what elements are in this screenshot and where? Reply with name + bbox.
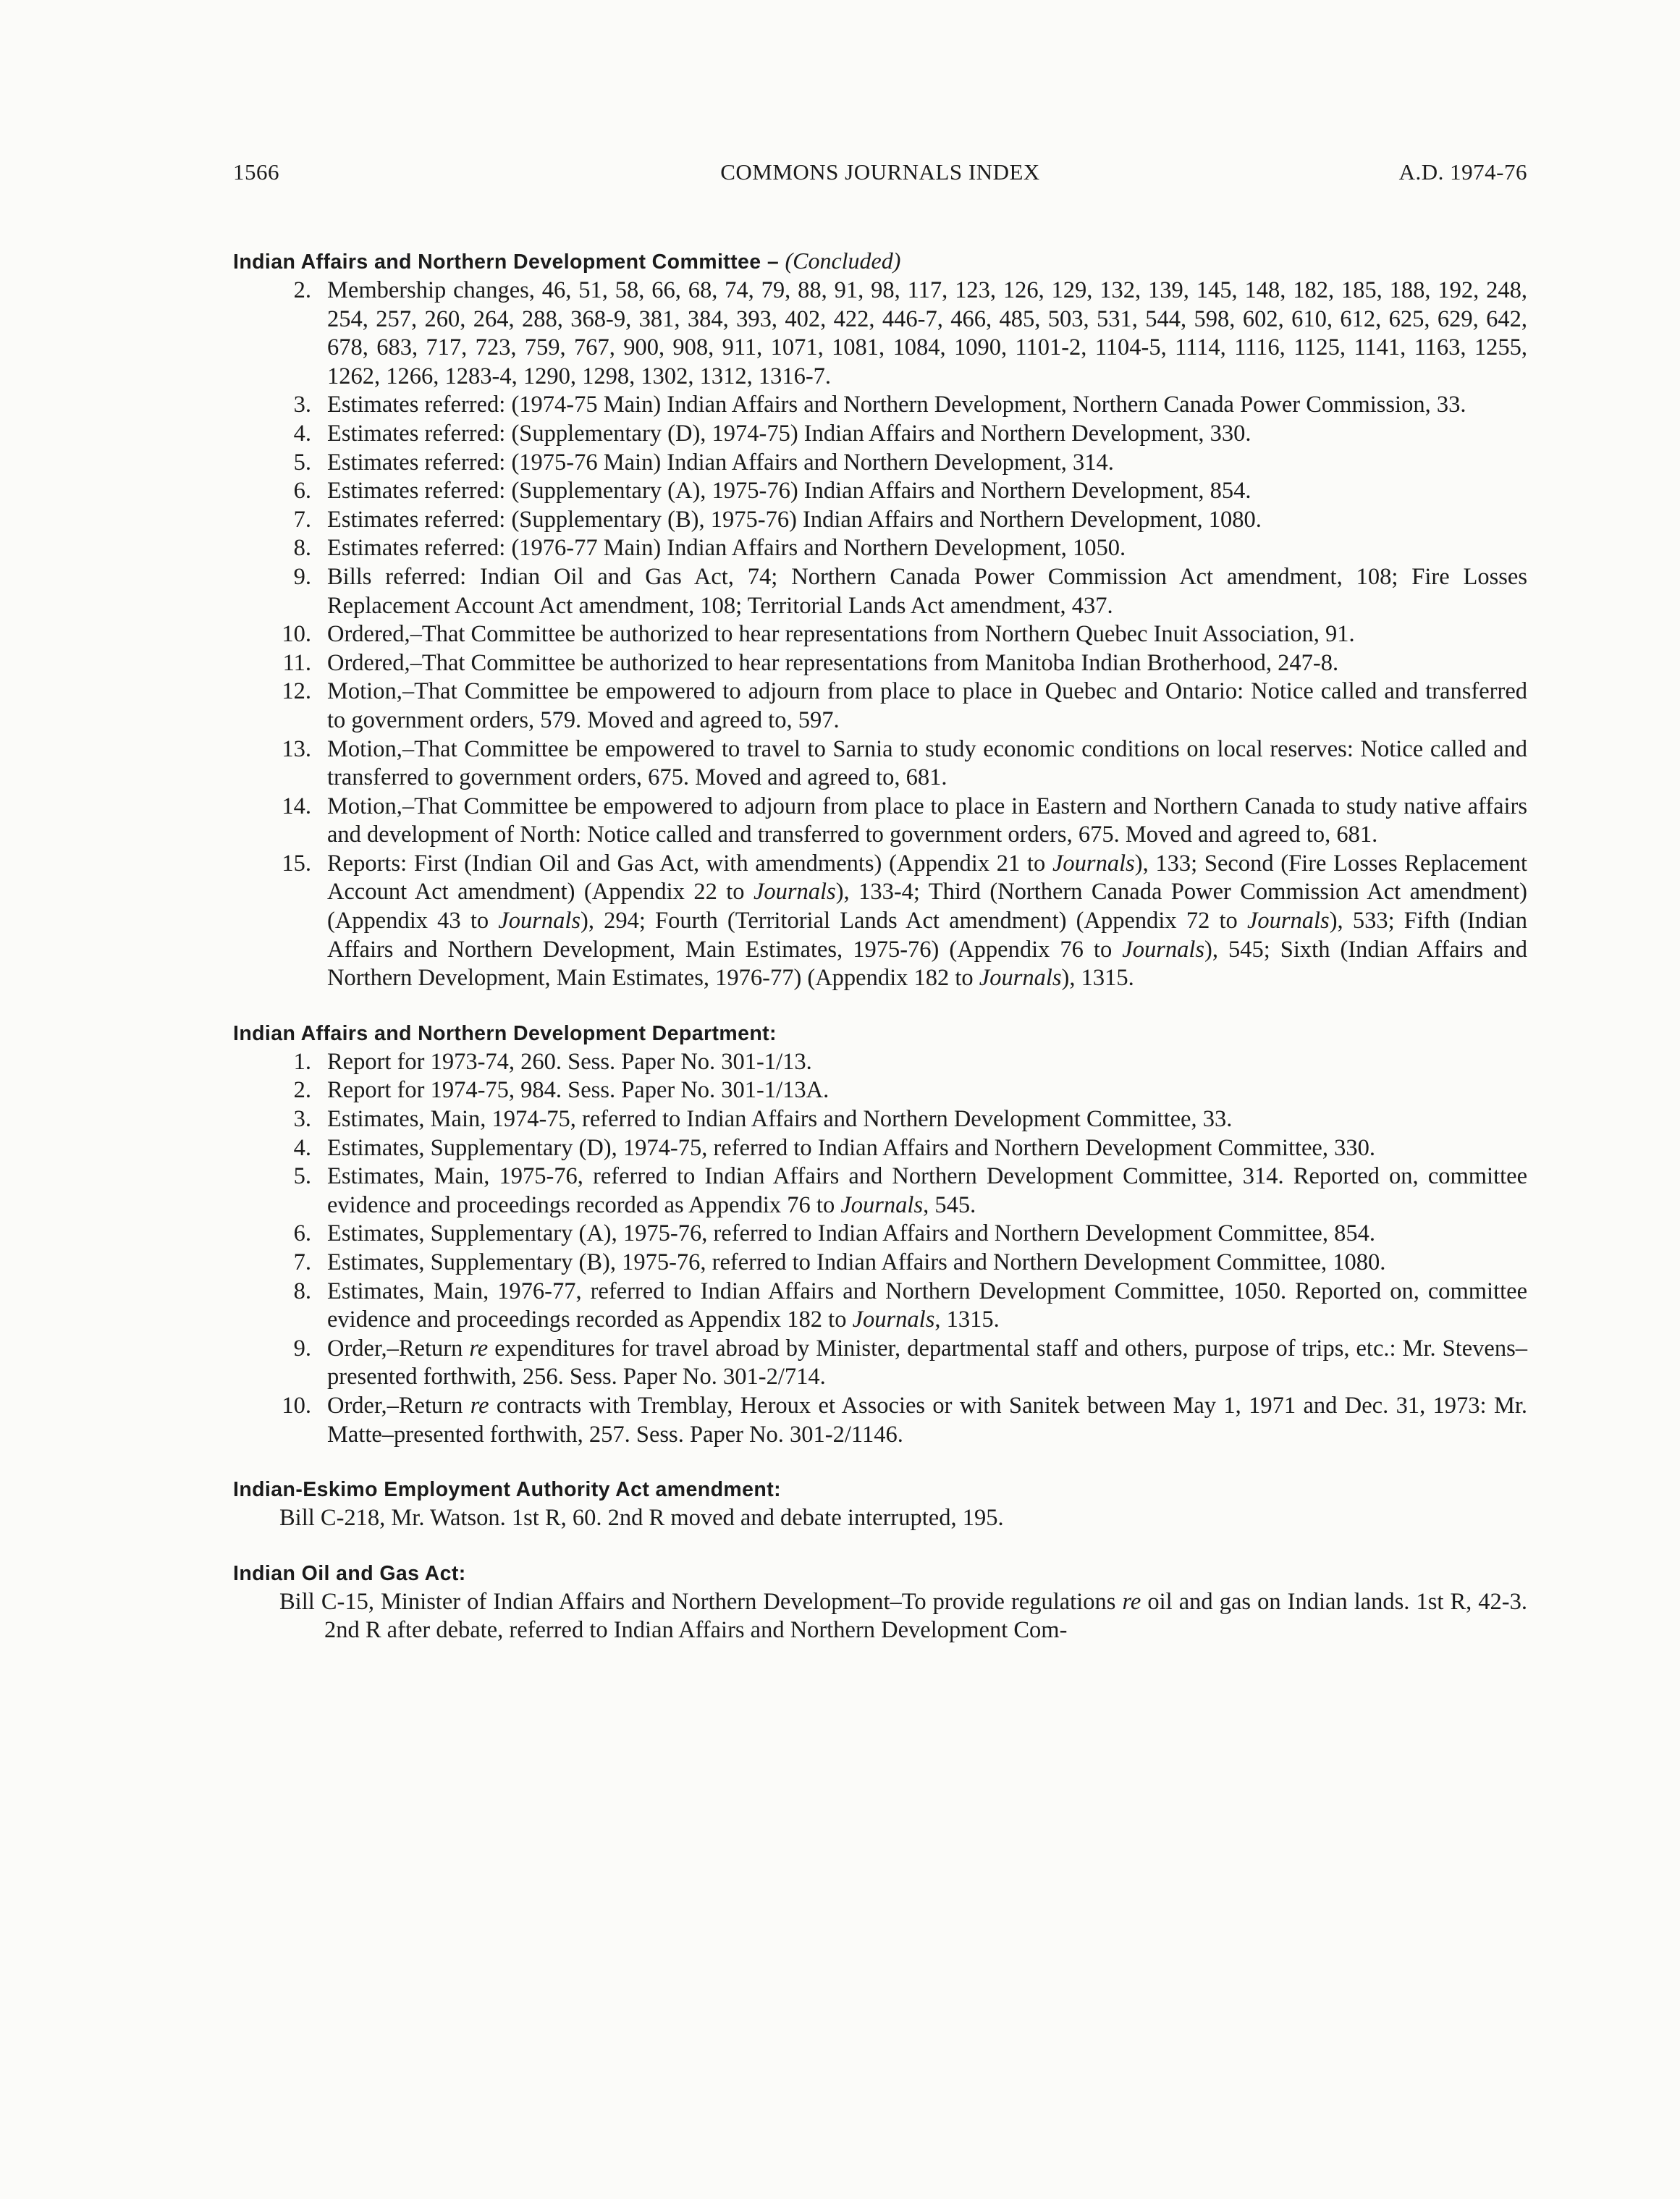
entry-text: Reports: First (Indian Oil and Gas Act, with amendments) (Appendix 21 to Journals), 133; Second (Fire Losses Replacement Account Act amendment) (Appendix 22 to Journals), 133-4; Third (Northern Canada Power Commission Act amendment) (Appendix 43 to Journals), 294; Fourth (Territorial Lands Act amendment) (Appendix 72 to Journals), 533; Fifth (Indian Affairs and Northern Development, Main Estimates, 1975-76) (Appendix 76 to Journals), 545; Sixth (Indian Affairs and Northern Development, Main Estimates, 1976-77) (Appendix 182 to Journals), 1315.: [327, 850, 1527, 992]
entry-text: Order,–Return re expenditures for travel abroad by Minister, departmental staff and others, purpose of trips, etc.: Mr. Stevens–presented forthwith, 256. Sess. Paper No. 301-2/714.: [327, 1335, 1527, 1390]
entry-text: Bills referred: Indian Oil and Gas Act, 74; Northern Canada Power Commission Act amendment, 108; Fire Losses Replacement Account Act amendment, 108; Territorial Lands Act amendment, 437.: [327, 563, 1527, 619]
index-entry: [233, 678, 1527, 735]
entry-number: 15.: [282, 850, 311, 877]
index-entry: [233, 563, 1527, 620]
entry-number: 10.: [282, 621, 311, 648]
entry-number: 8.: [293, 1278, 311, 1304]
index-section: [233, 1019, 1527, 1449]
index-entry: [233, 649, 1527, 678]
entry-number: 7.: [293, 506, 311, 533]
entry-number: 6.: [293, 1220, 311, 1247]
section-heading-text: Indian Affairs and Northern Development Department:: [233, 1021, 777, 1045]
entry-text: Estimates, Main, 1975-76, referred to Indian Affairs and Northern Development Committee, 314. Reported on, committee evidence and proceedings recorded as Appendix 76 to Journals, 545.: [327, 1163, 1527, 1218]
entry-number: 6.: [293, 478, 311, 505]
entry-number: 5.: [293, 1163, 311, 1190]
section-heading: [233, 1019, 1527, 1048]
section-heading: [233, 1559, 1527, 1588]
index-entry: [233, 1105, 1527, 1134]
entry-text: Estimates referred: (1975-76 Main) Indian Affairs and Northern Development, 314.: [327, 449, 1114, 476]
entry-text: Estimates, Supplementary (B), 1975-76, referred to Indian Affairs and Northern Development Committee, 1080.: [327, 1249, 1386, 1275]
entry-text: Motion,–That Committee be empowered to travel to Sarnia to study economic conditions on local reserves: Notice called and transferred to government orders, 675. Moved and agreed to, 681.: [327, 735, 1527, 791]
entry-number: 1.: [293, 1048, 311, 1075]
entry-text: Report for 1973-74, 260. Sess. Paper No. 301-1/13.: [327, 1048, 812, 1075]
entry-number: 8.: [293, 535, 311, 562]
section-heading-text: Indian Oil and Gas Act:: [233, 1561, 466, 1585]
entry-text: Estimates referred: (Supplementary (A), 1975-76) Indian Affairs and Northern Development, 854.: [327, 478, 1251, 505]
index-section: [233, 1475, 1527, 1533]
entry-text: Estimates, Supplementary (A), 1975-76, referred to Indian Affairs and Northern Development Committee, 854.: [327, 1220, 1375, 1247]
entry-text: Report for 1974-75, 984. Sess. Paper No. 301-1/13A.: [327, 1077, 830, 1104]
index-content: [233, 246, 1527, 1671]
index-entry: [233, 1134, 1527, 1163]
section-heading: [233, 246, 1527, 277]
entry-number: 3.: [293, 392, 311, 418]
entry-number: 2.: [293, 1077, 311, 1104]
running-header: [233, 159, 1527, 191]
page-year: A.D. 1974-76: [1398, 159, 1527, 185]
index-entry: [233, 391, 1527, 420]
entry-number: 12.: [282, 678, 311, 705]
index-entry: [233, 420, 1527, 449]
entry-text: Motion,–That Committee be empowered to adjourn from place to place in Eastern and Northern Canada to study native affairs and development of North: Notice called and transferred to government orders, 675. Moved and agreed to, 681.: [327, 793, 1527, 848]
entry-number: 4.: [293, 1134, 311, 1161]
entry-number: 10.: [282, 1392, 311, 1419]
index-entry: [233, 1392, 1527, 1449]
index-entry: [233, 1048, 1527, 1077]
entry-number: 7.: [293, 1249, 311, 1275]
entry-text: Estimates, Supplementary (D), 1974-75, referred to Indian Affairs and Northern Development Committee, 330.: [327, 1134, 1375, 1161]
index-entry: [233, 506, 1527, 535]
index-entry: [233, 1076, 1527, 1105]
entry-text: Estimates, Main, 1974-75, referred to Indian Affairs and Northern Development Committee, 33.: [327, 1106, 1233, 1133]
section-heading-note: (Concluded): [785, 248, 901, 274]
entry-number: 11.: [282, 649, 311, 676]
entry-text: Order,–Return re contracts with Tremblay, Heroux et Associes or with Sanitek between May 1, 1971 and Dec. 31, 1973: Mr. Matte–presented forthwith, 257. Sess. Paper No. 301-2/1146.: [327, 1392, 1527, 1448]
index-entry: [233, 449, 1527, 478]
section-heading: [233, 1475, 1527, 1504]
entry-text: Membership changes, 46, 51, 58, 66, 68, 74, 79, 88, 91, 98, 117, 123, 126, 129, 132, 139, 145, 148, 182, 185, 188, 192, 248, 254, 257, 260, 264, 288, 368-9, 381, 384, 393, 402, 422, 446-7, 466, 485, 503, 531, 544, 598, 602, 610, 612, 625, 629, 642, 678, 683, 717, 723, 759, 767, 900, 908, 911, 1071, 1081, 1084, 1090, 1101-2, 1104-5, 1114, 1116, 1125, 1141, 1163, 1255, 1262, 1266, 1283-4, 1290, 1298, 1302, 1312, 1316-7.: [327, 277, 1527, 389]
entry-number: 5.: [293, 449, 311, 476]
entry-text: Motion,–That Committee be empowered to adjourn from place to place in Quebec and Ontario: Notice called and transferred to government orders, 579. Moved and agreed to, 597.: [327, 678, 1527, 733]
entry-paragraph: Bill C-15, Minister of Indian Affairs and Northern Development–To provide regulations re oil and gas on Indian lands. 1st R, 42-3. 2nd R after debate, referred to Indian Affairs and Northern Development Com-: [279, 1588, 1527, 1644]
entry-text: Estimates referred: (1976-77 Main) Indian Affairs and Northern Development, 1050.: [327, 535, 1126, 562]
entry-text: Ordered,–That Committee be authorized to hear representations from Northern Quebec Inuit Association, 91.: [327, 621, 1355, 648]
page-title: COMMONS JOURNALS INDEX: [720, 159, 1040, 185]
entry-number: 9.: [293, 563, 311, 590]
index-entry: [233, 277, 1527, 391]
index-entry: [233, 477, 1527, 506]
index-section: [233, 246, 1527, 993]
index-entry: [233, 1249, 1527, 1278]
index-entry: [233, 1220, 1527, 1249]
entry-paragraph: Bill C-218, Mr. Watson. 1st R, 60. 2nd R moved and debate interrupted, 195.: [279, 1505, 1004, 1532]
entry-text: Estimates referred: (1974-75 Main) Indian Affairs and Northern Development, Northern Canada Power Commission, 33.: [327, 392, 1466, 418]
index-entry: [233, 1335, 1527, 1392]
section-heading-text: Indian Affairs and Northern Development Committee –: [233, 250, 780, 274]
index-entry: [233, 850, 1527, 993]
index-entry: [233, 1278, 1527, 1335]
entry-text: Estimates, Main, 1976-77, referred to Indian Affairs and Northern Development Committee, 1050. Reported on, committee evidence and proceedings recorded as Appendix 182 to Journals, 1315.: [327, 1278, 1527, 1333]
section-heading-text: Indian-Eskimo Employment Authority Act amendment:: [233, 1478, 781, 1502]
entry-number: 4.: [293, 420, 311, 447]
index-section: [233, 1559, 1527, 1645]
entry-text: Ordered,–That Committee be authorized to hear representations from Manitoba Indian Brotherhood, 247-8.: [327, 649, 1339, 676]
entry-text: Estimates referred: (Supplementary (B), 1975-76) Indian Affairs and Northern Development, 1080.: [327, 506, 1262, 533]
entry-number: 13.: [282, 735, 311, 762]
index-entry: [233, 620, 1527, 649]
page-number: 1566: [233, 159, 279, 185]
entry-number: 3.: [293, 1106, 311, 1133]
index-entry: [233, 534, 1527, 563]
entry-number: 9.: [293, 1335, 311, 1362]
index-entry: [233, 793, 1527, 850]
entry-number: 14.: [282, 793, 311, 819]
entry-number: 2.: [293, 277, 311, 303]
index-entry: [233, 735, 1527, 793]
index-entry: [233, 1162, 1527, 1220]
entry-text: Estimates referred: (Supplementary (D), 1974-75) Indian Affairs and Northern Development, 330.: [327, 420, 1251, 447]
